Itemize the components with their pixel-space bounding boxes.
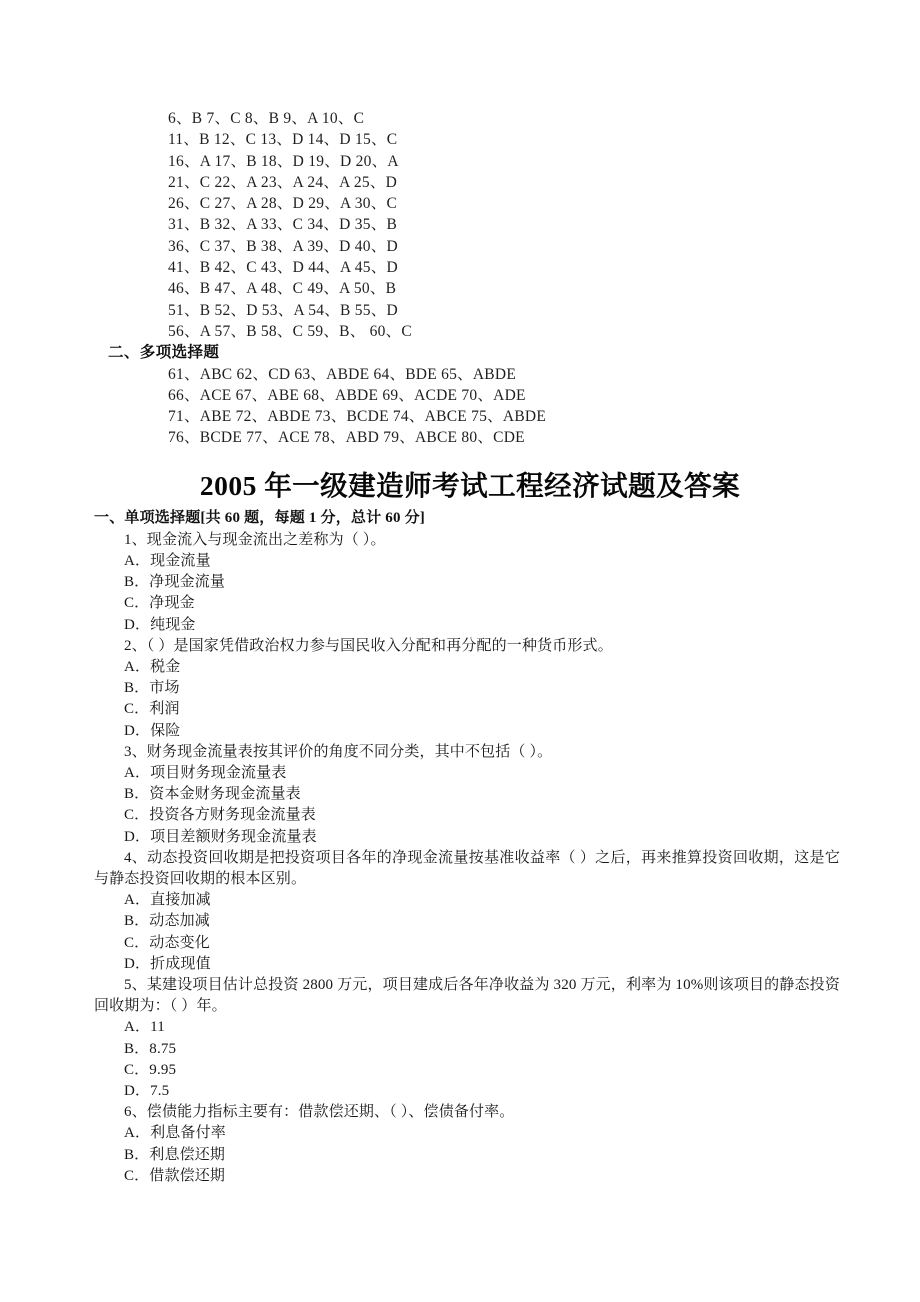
question-stem: 6、偿债能力指标主要有：借款偿还期、（ ）、偿债备付率。 xyxy=(124,1104,515,1121)
question-option: B．市场 xyxy=(124,680,180,697)
question-option: B．净现金流量 xyxy=(124,574,226,591)
question-option: C．投资各方财务现金流量表 xyxy=(124,807,316,824)
question-option: C．9.95 xyxy=(124,1061,177,1078)
question-stem: 2、（ ）是国家凭借政治权力参与国民收入分配和再分配的一种货币形式。 xyxy=(124,637,613,654)
question-option: D．纯现金 xyxy=(124,616,196,633)
question-option: C．净现金 xyxy=(124,595,195,612)
answer-key-line: 41、B 42、C 43、D 44、A 45、D xyxy=(168,259,398,277)
answer-key-line: 56、A 57、B 58、C 59、B、 60、C xyxy=(168,322,412,340)
question-option: C．利润 xyxy=(124,701,180,718)
answer-key-section xyxy=(62,108,858,449)
page-title: 2005 年一级建造师考试工程经济试题及答案 xyxy=(199,469,741,501)
question-option: C．动态变化 xyxy=(124,934,210,951)
question-option: A．11 xyxy=(124,1019,165,1036)
question-option: B．利息偿还期 xyxy=(124,1146,226,1163)
question-option: C．借款偿还期 xyxy=(124,1167,226,1184)
question-item xyxy=(62,742,858,848)
question-stem: 3、财务现金流量表按其评价的角度不同分类，其中不包括（ ）。 xyxy=(124,743,553,760)
answer-key-line: 61、ABC 62、CD 63、ABDE 64、BDE 65、ABDE xyxy=(168,365,517,383)
question-option: D．折成现值 xyxy=(124,955,211,972)
question-option: D．7.5 xyxy=(124,1083,170,1100)
answer-key-line: 26、C 27、A 28、D 29、A 30、C xyxy=(168,195,398,213)
question-option: A．利息备付率 xyxy=(124,1125,226,1142)
answer-key-line: 46、B 47、A 48、C 49、A 50、B xyxy=(168,280,397,298)
answer-key-line: 16、A 17、B 18、D 19、D 20、A xyxy=(168,152,399,170)
question-option: A．税金 xyxy=(124,658,181,675)
answer-key-line: 21、C 22、A 23、A 24、A 25、D xyxy=(168,173,398,191)
question-item xyxy=(62,1102,858,1187)
answer-key-line: 6、B 7、C 8、B 9、A 10、C xyxy=(168,110,365,127)
question-option: B．动态加减 xyxy=(124,913,210,930)
answer-key-line: 71、ABE 72、ABDE 73、BCDE 74、ABCE 75、ABDE xyxy=(168,408,547,426)
question-stem: 5、某建设项目估计总投资 2800 万元，项目建成后各年净收益为 320 万元，利率为 10%则该项目的静态投资回收期为：（ ）年。 xyxy=(94,977,840,1015)
question-item xyxy=(62,530,858,636)
question-option: B．8.75 xyxy=(124,1040,177,1057)
question-stem: 4、动态投资回收期是把投资项目各年的净现金流量按基准收益率（ ）之后，再来推算投资回收期，这是它与静态投资回收期的根本区别。 xyxy=(94,849,840,887)
answer-key-line: 66、ACE 67、ABE 68、ABDE 69、ACDE 70、ADE xyxy=(168,386,526,404)
question-item xyxy=(62,636,858,742)
question-item xyxy=(62,848,858,975)
answer-key-line: 36、C 37、B 38、A 39、D 40、D xyxy=(168,237,398,255)
multi-choice-answer-heading: 二、多项选择题 xyxy=(108,344,220,362)
answer-key-line: 11、B 12、C 13、D 14、D 15、C xyxy=(168,131,398,149)
question-option: D．保险 xyxy=(124,722,181,739)
question-stem: 1、现金流入与现金流出之差称为（ ）。 xyxy=(124,531,386,548)
answer-key-line: 76、BCDE 77、ACE 78、ABD 79、ABCE 80、CDE xyxy=(168,429,525,447)
question-option: B．资本金财务现金流量表 xyxy=(124,786,301,803)
answer-key-line: 51、B 52、D 53、A 54、B 55、D xyxy=(168,301,398,319)
question-option: A．现金流量 xyxy=(124,552,211,569)
question-option: D．项目差额财务现金流量表 xyxy=(124,828,317,845)
answer-key-line: 31、B 32、A 33、C 34、D 35、B xyxy=(168,216,398,234)
question-list xyxy=(62,530,858,1187)
part-one-heading: 一、单项选择题[共 60 题，每题 1 分，总计 60 分] xyxy=(94,509,425,526)
question-option: A．项目财务现金流量表 xyxy=(124,764,287,781)
question-item xyxy=(62,975,858,1102)
question-option: A．直接加减 xyxy=(124,892,211,909)
